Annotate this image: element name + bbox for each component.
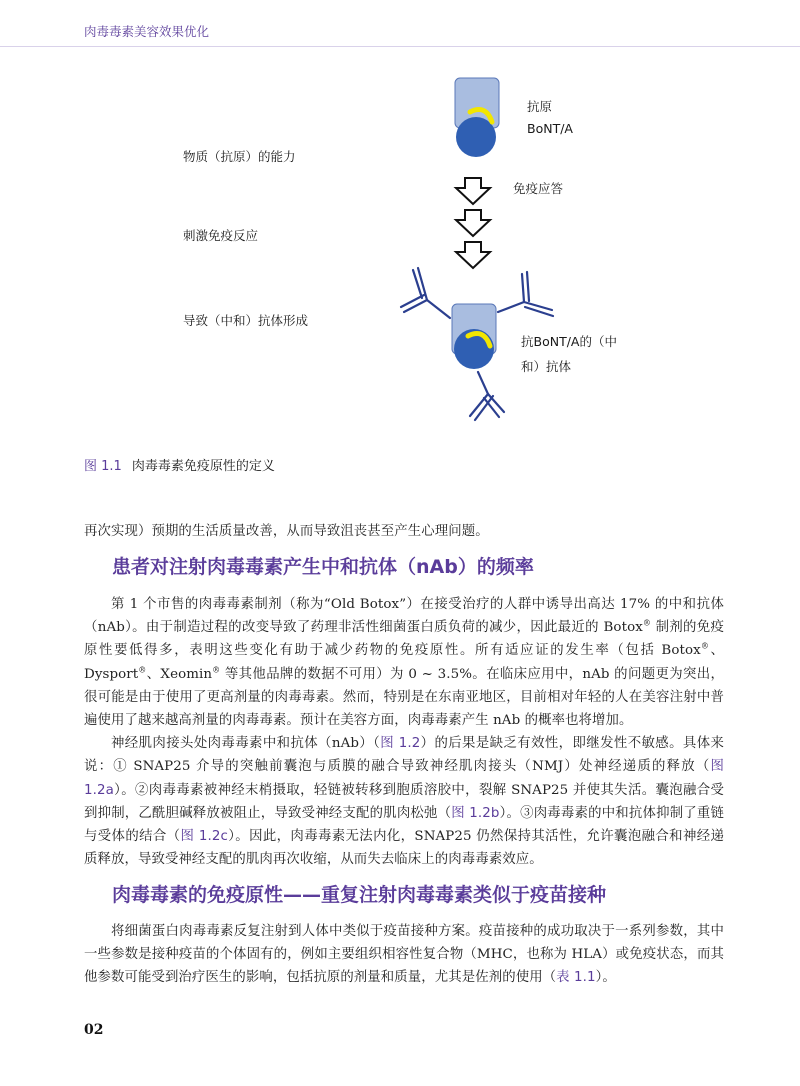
- section1-body: [84, 593, 724, 871]
- diagram-graphic: [0, 60, 800, 460]
- antibody-left: [401, 268, 450, 318]
- label-antibody-line1: 抗BoNT/A的（中: [521, 334, 617, 349]
- label-antibody-formation: 导致（中和）抗体形成: [183, 313, 309, 328]
- antibody-right: [498, 272, 553, 316]
- antibody-bottom: [470, 372, 504, 420]
- carryover-text: [84, 520, 724, 543]
- section1-paragraph-2: 神经肌肉接头处肉毒毒素中和抗体（nAb）（图 1.2）的后果是缺乏有效性，即继发性不敏感。具体来说：① SNAP25 介导的突触前囊泡与质膜的融合导致神经肌肉接头（NMJ）处神经递质的释放（图 1.2a）。②肉毒毒素被神经末梢摄取，轻链被转移到胞质溶胶中，裂解 SNAP25 并使其失活。囊泡融合受到抑制，乙酰胆碱释放被阻止，导致受神经支配的肌肉松弛（图 1.2b）。③肉毒毒素的中和抗体抑制了重链与受体的结合（图 1.2c）。因此，肉毒毒素无法内化，SNAP25 仍然保持其活性，允许囊泡融合和神经递质释放，导致受神经支配的肌肉再次收缩，从而失去临床上的肉毒毒素效应。: [84, 736, 725, 868]
- label-immune-response: 免疫应答: [513, 181, 564, 196]
- ref-fig-1-2[interactable]: 图 1.2: [380, 736, 421, 752]
- label-antigen-ability: 物质（抗原）的能力: [183, 149, 296, 164]
- section1-paragraph-1: 第 1 个市售的肉毒毒素制剂（称为“Old Botox”）在接受治疗的人群中诱导出高达 17% 的中和抗体（nAb）。由于制造过程的改变导致了药理非活性细菌蛋白质负荷的减少，因此最近的 Botox® 制剂的免疫原性要低得多，表明这些变化有助于减少药物的免疫原性。所有适应证的发生率（包括 Botox®、Dysport®、Xeomin® 等其他品牌的数据不可用）为 0 ~ 3.5%。在临床应用中，nAb 的问题更为突出，很可能是由于使用了更高剂量的肉毒毒素。然而，特别是在东南亚地区，目前相对年轻的人在美容注射中普遍使用了越来越高剂量的肉毒毒素。预计在美容方面，肉毒毒素产生 nAb 的概率也将增加。: [84, 597, 724, 729]
- carryover-paragraph: 再次实现）预期的生活质量改善，从而导致沮丧甚至产生心理问题。: [84, 524, 489, 539]
- label-stimulate-immune: 刺激免疫反应: [183, 228, 259, 243]
- immunogenicity-diagram: [0, 60, 800, 460]
- arrow-group: [456, 178, 490, 268]
- down-arrow-1: [456, 178, 490, 204]
- running-head-rule: [0, 46, 800, 47]
- label-bont-a: BoNT/A: [527, 121, 573, 136]
- label-antigen: 抗原: [527, 99, 553, 114]
- down-arrow-2: [456, 210, 490, 236]
- running-head: 肉毒毒素美容效果优化: [84, 24, 210, 39]
- ref-fig-1-2b[interactable]: 图 1.2b: [451, 805, 500, 821]
- ref-fig-1-2a[interactable]: 图 1.2a: [84, 759, 724, 798]
- page-number: 02: [84, 1022, 104, 1038]
- figure-number: 图 1.1: [84, 459, 122, 474]
- section2-paragraph-1: 将细菌蛋白肉毒毒素反复注射到人体中类似于疫苗接种方案。疫苗接种的成功取决于一系列参数，其中一些参数是接种疫苗的个体固有的，例如主要组织相容性复合物（MHC，也称为 HLA）或免疫状态，而其他参数可能受到治疗医生的影响，包括抗原的剂量和质量，尤其是佐剂的使用（表 1.1）。: [84, 924, 724, 986]
- figure-title: 肉毒毒素免疫原性的定义: [131, 459, 275, 474]
- section-heading-nab-frequency: 患者对注射肉毒毒素产生中和抗体（nAb）的频率: [112, 556, 534, 578]
- figure-caption: [84, 455, 275, 474]
- down-arrow-3: [456, 242, 490, 268]
- section2-body: [84, 920, 724, 990]
- ref-fig-1-2c[interactable]: 图 1.2c: [180, 829, 228, 845]
- section-heading-vaccination: 肉毒毒素的免疫原性——重复注射肉毒毒素类似于疫苗接种: [112, 884, 607, 906]
- ref-table-1-1[interactable]: 表 1.1: [556, 970, 596, 986]
- label-antibody-line2: 和）抗体: [521, 359, 572, 374]
